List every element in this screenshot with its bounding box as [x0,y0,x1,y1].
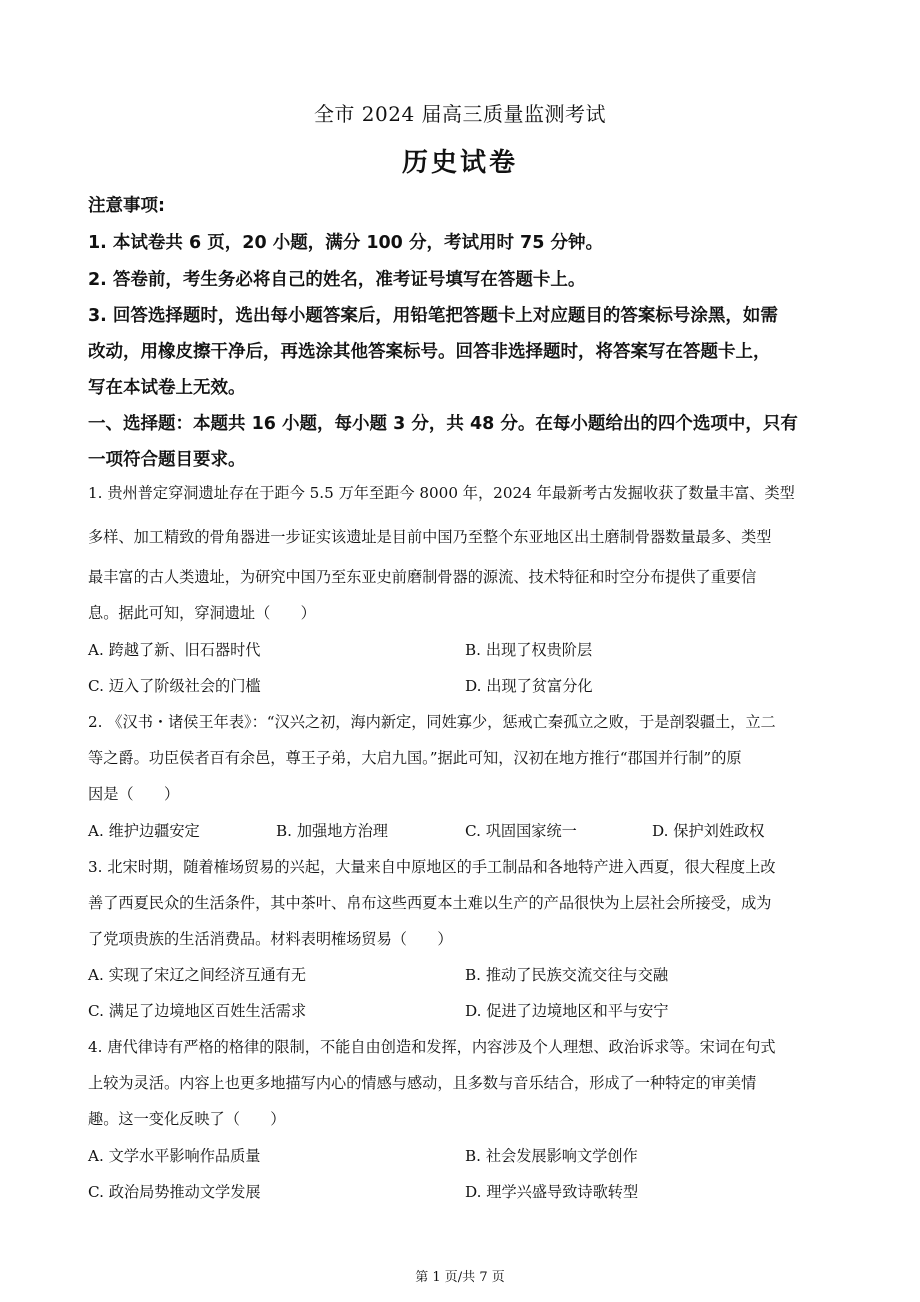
question-3-text: 善了西夏民众的生活条件，其中茶叶、帛布这些西夏本土难以生产的产品很快为上层社会所接受，成为 [88,894,772,912]
question-1-text: 息。据此可知，穿洞遗址（ ） [88,604,316,622]
question-4-text: 趣。这一变化反映了（ ） [88,1110,286,1128]
question-1-option-d: D. 出现了贫富分化 [465,677,593,695]
notice-heading: 注意事项: [88,196,165,216]
question-2-option-a: A. 维护边疆安定 [88,822,200,840]
question-2-text: 2. 《汉书・诸侯王年表》：“汉兴之初，海内新定，同姓寡少，惩戒亡秦孤立之败，于是剖裂疆土，立二 [88,713,776,731]
question-3-option-b: B. 推动了民族交流交往与交融 [465,966,669,984]
notice-item: 1. 本试卷共 6 页，20 小题，满分 100 分，考试用时 75 分钟。 [88,233,603,253]
section-heading: 一、选择题：本题共 16 小题，每小题 3 分，共 48 分。在每小题给出的四个选项中，只有 [88,414,798,434]
question-1-text: 多样、加工精致的骨角器进一步证实该遗址是目前中国乃至整个东亚地区出土磨制骨器数量最多、类型 [88,528,772,546]
question-2-option-b: B. 加强地方治理 [276,822,388,840]
question-3-option-d: D. 促进了边境地区和平与安宁 [465,1002,669,1020]
question-2-text: 因是（ ） [88,785,180,803]
question-3-text: 3. 北宋时期，随着榷场贸易的兴起，大量来自中原地区的手工制品和各地特产进入西夏，很大程度上改 [88,858,776,876]
section-heading-cont: 一项符合题目要求。 [88,450,246,470]
question-3-option-a: A. 实现了宋辽之间经济互通有无 [88,966,307,984]
question-1-text: 最丰富的古人类遗址，为研究中国乃至东亚史前磨制骨器的源流、技术特征和时空分布提供了重要信 [88,568,757,586]
question-4-option-b: B. 社会发展影响文学创作 [465,1147,638,1165]
question-3-option-c: C. 满足了边境地区百姓生活需求 [88,1002,307,1020]
question-1-option-c: C. 迈入了阶级社会的门槛 [88,677,261,695]
question-4-option-c: C. 政治局势推动文学发展 [88,1183,261,1201]
question-2-text: 等之爵。功臣侯者百有余邑，尊王子弟，大启九国。”据此可知，汉初在地方推行“郡国并行制”的原 [88,749,742,767]
question-4-text: 4. 唐代律诗有严格的格律的限制，不能自由创造和发挥，内容涉及个人理想、政治诉求等。宋词在句式 [88,1038,776,1056]
question-2-option-d: D. 保护刘姓政权 [652,822,765,840]
question-1-option-a: A. 跨越了新、旧石器时代 [88,641,261,659]
question-1-option-b: B. 出现了权贵阶层 [465,641,593,659]
question-1-text: 1. 贵州普定穿洞遗址存在于距今 5.5 万年至距今 8000 年，2024 年最新考古发掘收获了数量丰富、类型 [88,484,795,502]
question-4-option-a: A. 文学水平影响作品质量 [88,1147,261,1165]
notice-item: 写在本试卷上无效。 [88,378,246,398]
subject-title: 历史试卷 [401,148,518,178]
notice-item: 3. 回答选择题时，选出每小题答案后，用铅笔把答题卡上对应题目的答案标号涂黑，如需 [88,306,778,326]
question-4-option-d: D. 理学兴盛导致诗歌转型 [465,1183,639,1201]
notice-item: 改动，用橡皮擦干净后，再选涂其他答案标号。回答非选择题时，将答案写在答题卡上， [88,342,771,362]
question-4-text: 上较为灵活。内容上也更多地描写内心的情感与感动，且多数与音乐结合，形成了一种特定的审美情 [88,1074,757,1092]
page-footer: 第 1 页/共 7 页 [415,1270,505,1285]
exam-title: 全市 2024 届高三质量监测考试 [313,102,607,126]
question-2-option-c: C. 巩固国家统一 [465,822,577,840]
notice-item: 2. 答卷前，考生务必将自己的姓名，准考证号填写在答题卡上。 [88,270,586,290]
question-3-text: 了党项贵族的生活消费品。材料表明榷场贸易（ ） [88,930,453,948]
